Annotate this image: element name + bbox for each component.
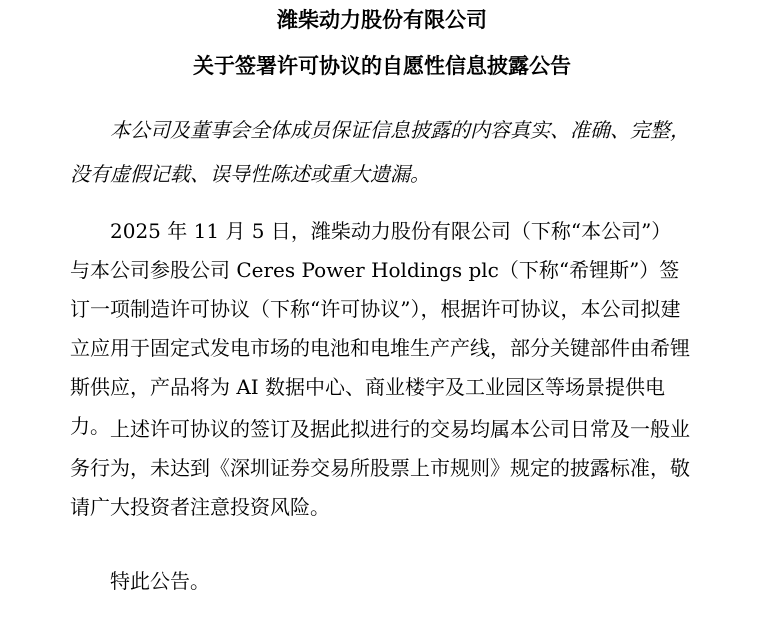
body-paragraph-disclosure-standard: 上述许可协议的签订及据此拟进行的交易均属本公司日常及一般业务行为，未达到《深圳证券交易所股票上市规则》规定的披露标准，敬请广大投资者注意投资风险。 — [70, 417, 690, 519]
body-paragraph-license-agreement: 2025 年 11 月 5 日，潍柴动力股份有限公司（下称“本公司”）与本公司参股公司 Ceres Power Holdings plc（下称“希锂斯”）签订一项制造许可协议（下称“许可协议”），根据许可协议，本公司拟建立应用于固定式发电市场的电池和电堆生产产线，部分关键部件由希锂斯供应，产品将为 AI 数据中心、商业楼宇及工业园区等场景提供电力。 — [70, 219, 690, 438]
announcement-title: 关于签署许可协议的自愿性信息披露公告 — [193, 53, 571, 78]
company-title: 潍柴动力股份有限公司 — [277, 7, 487, 32]
closing-remark: 特此公告。 — [110, 569, 210, 593]
board-guarantee-statement: 本公司及董事会全体成员保证信息披露的内容真实、准确、完整，没有虚假记载、误导性陈述或重大遗漏。 — [70, 118, 690, 186]
